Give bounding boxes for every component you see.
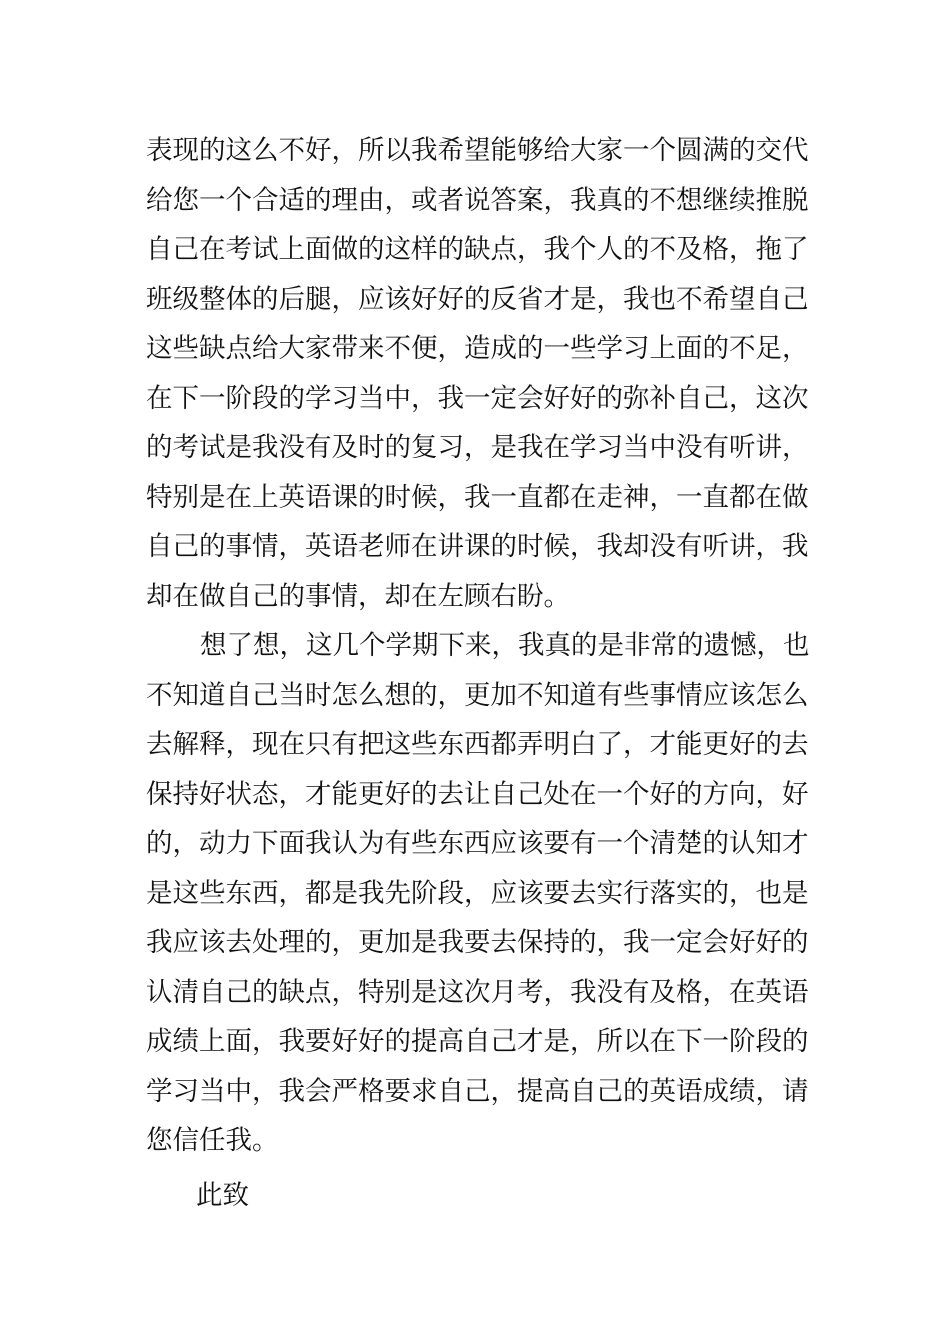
paragraph-2 — [146, 621, 816, 1166]
paragraph-line: 给您一个合适的理由，或者说答案，我真的不想继续推脱 — [146, 184, 809, 216]
paragraph-line: 去解释，现在只有把这些东西都弄明白了，才能更好的去 — [146, 729, 809, 760]
paragraph-line: 班级整体的后腿，应该好好的反省才是，我也不希望自己 — [146, 283, 809, 315]
paragraph-line: 想了想，这几个学期下来，我真的是非常的遗憾，也 — [200, 630, 810, 661]
paragraph-line: 保持好状态，才能更好的去让自己处在一个好的方向，好 — [146, 778, 809, 810]
paragraph-line: 表现的这么不好，所以我希望能够给大家一个圆满的交代 — [146, 135, 809, 166]
letter-body — [146, 126, 816, 1166]
paragraph-line: 的考试是我没有及时的复习，是我在学习当中没有听讲， — [146, 432, 809, 463]
closing-salutation: 此致 — [196, 1180, 249, 1211]
paragraph-line: 自己在考试上面做的这样的缺点，我个人的不及格，拖了 — [146, 234, 809, 265]
paragraph-line: 的，动力下面我认为有些东西应该要有一个清楚的认知才 — [146, 828, 809, 859]
paragraph-line: 自己的事情，英语老师在讲课的时候，我却没有听讲，我 — [146, 531, 809, 562]
paragraph-line: 这些缺点给大家带来不便，造成的一些学习上面的不足， — [146, 333, 809, 364]
paragraph-line: 在下一阶段的学习当中，我一定会好好的弥补自己，这次 — [146, 382, 809, 414]
paragraph-line: 是这些东西，都是我先阶段，应该要去实行落实的，也是 — [146, 877, 809, 909]
paragraph-line: 您信任我。 — [146, 1125, 279, 1156]
paragraph-line: 却在做自己的事情，却在左顾右盼。 — [146, 580, 570, 612]
paragraph-line: 学习当中，我会严格要求自己，提高自己的英语成绩，请 — [146, 1075, 809, 1107]
paragraph-1 — [146, 126, 816, 621]
paragraph-line: 我应该去处理的，更加是我要去保持的，我一定会好好的 — [146, 927, 809, 958]
paragraph-line: 认清自己的缺点，特别是这次月考，我没有及格，在英语 — [146, 976, 809, 1008]
paragraph-line: 不知道自己当时怎么想的，更加不知道有些事情应该怎么 — [146, 679, 809, 711]
paragraph-line: 成绩上面，我要好好的提高自己才是，所以在下一阶段的 — [146, 1026, 809, 1057]
paragraph-line: 特别是在上英语课的时候，我一直都在走神，一直都在做 — [146, 481, 809, 513]
